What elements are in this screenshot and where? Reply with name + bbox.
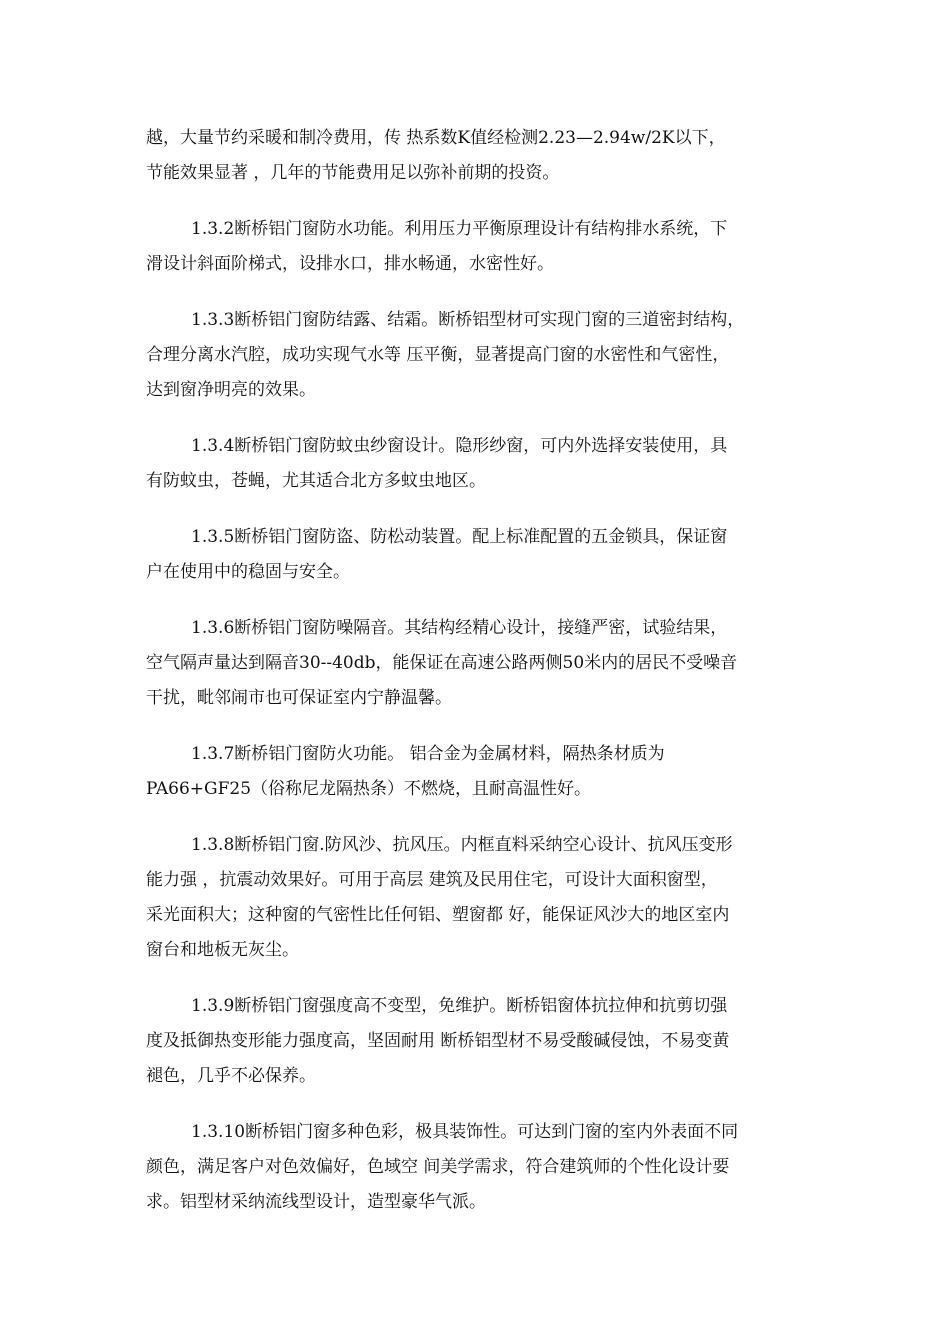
paragraph-line: 有防蚊虫，苍蝇，尤其适合北方多蚊虫地区。: [146, 471, 486, 491]
paragraph-1-3-10: [146, 1115, 810, 1220]
paragraph-line: 合理分离水汽腔，成功实现气水等 压平衡，显著提高门窗的水密性和气密性，: [146, 345, 730, 365]
paragraph-line: 空气隔声量达到隔音30--40db，能保证在高速公路两侧50米内的居民不受噪音: [146, 653, 738, 673]
paragraph-line: 1.3.9断桥铝门窗强度高不变型，免维护。断桥铝窗体抗拉伸和抗剪切强: [191, 996, 728, 1016]
paragraph-1-3-3: [146, 303, 810, 408]
paragraph-line: 户在使用中的稳固与安全。: [146, 562, 350, 582]
paragraph-1-3-8: [146, 828, 810, 968]
paragraph-line: 求。铝型材采纳流线型设计，造型豪华气派。: [146, 1192, 486, 1212]
paragraph-line: 1.3.6断桥铝门窗防噪隔音。其结构经精心设计，接缝严密，试验结果，: [191, 618, 728, 638]
paragraph-line: 干扰，毗邻闹市也可保证室内宁静温馨。: [146, 688, 452, 708]
paragraph-1: [146, 121, 810, 191]
paragraph-1-3-6: [146, 611, 810, 716]
paragraph-line: 度及抵御热变形能力强度高，坚固耐用 断桥铝型材不易受酸碱侵蚀，不易变黄: [146, 1031, 730, 1051]
paragraph-line: 节能效果显著 ，几年的节能费用足以弥补前期的投资。: [146, 163, 560, 183]
paragraph-line: 能力强 ，抗震动效果好。可用于高层 建筑及民用住宅，可设计大面积窗型，: [146, 870, 718, 890]
paragraph-line: 窗台和地板无灰尘。: [146, 940, 299, 960]
paragraph-1-3-9: [146, 989, 810, 1094]
paragraph-1-3-7: [146, 737, 810, 807]
paragraph-line: 褪色，几乎不必保养。: [146, 1066, 316, 1086]
paragraph-1-3-5: [146, 520, 810, 590]
paragraph-line: 1.3.7断桥铝门窗防火功能。 铝合金为金属材料，隔热条材质为: [191, 744, 665, 764]
paragraph-line: 颜色，满足客户对色效偏好，色域空 间美学需求，符合建筑师的个性化设计要: [146, 1157, 730, 1177]
paragraph-line: 1.3.5断桥铝门窗防盗、防松动装置。配上标准配置的五金锁具，保证窗: [191, 527, 728, 547]
paragraph-line: PA66+GF25（俗称尼龙隔热条）不燃烧，且耐高温性好。: [146, 779, 592, 799]
paragraph-line: 越，大量节约采暖和制冷费用，传 热系数K值经检测2.23—2.94w/2K以下，: [146, 128, 726, 148]
paragraph-line: 1.3.8断桥铝门窗.防风沙、抗风压。内框直料采纳空心设计、抗风压变形: [191, 835, 733, 855]
paragraph-line: 1.3.10断桥铝门窗多种色彩，极具装饰性。可达到门窗的室内外表面不同: [191, 1122, 739, 1142]
paragraph-line: 1.3.2断桥铝门窗防水功能。利用压力平衡原理设计有结构排水系统，下: [191, 219, 728, 239]
paragraph-line: 1.3.4断桥铝门窗防蚊虫纱窗设计。隐形纱窗，可内外选择安装使用，具: [191, 436, 728, 456]
paragraph-1-3-2: [146, 212, 810, 282]
document-body: [146, 121, 810, 1241]
paragraph-1-3-4: [146, 429, 810, 499]
paragraph-line: 1.3.3断桥铝门窗防结露、结霜。断桥铝型材可实现门窗的三道密封结构，: [191, 310, 745, 330]
paragraph-line: 达到窗净明亮的效果。: [146, 380, 316, 400]
paragraph-line: 采光面积大；这种窗的气密性比任何铝、塑窗都 好，能保证风沙大的地区室内: [146, 905, 730, 925]
paragraph-line: 滑设计斜面阶梯式，设排水口，排水畅通，水密性好。: [146, 254, 554, 274]
